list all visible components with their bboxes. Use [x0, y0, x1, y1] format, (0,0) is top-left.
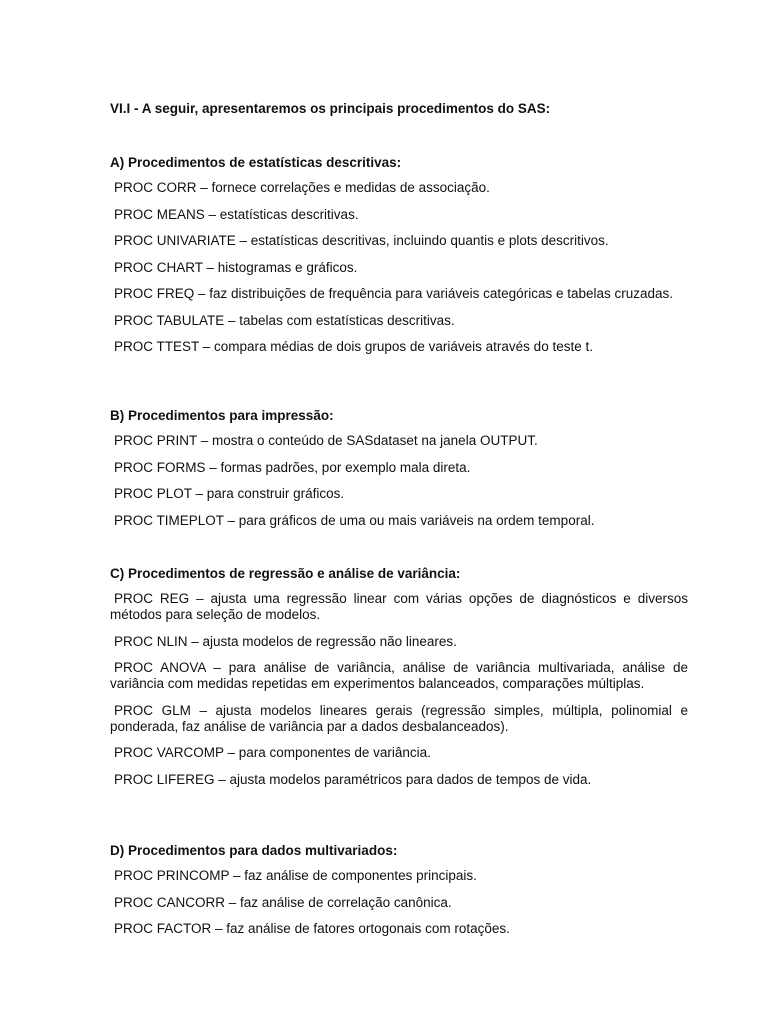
section-heading: D) Procedimentos para dados multivariados: [110, 843, 398, 858]
section-heading: C) Procedimentos de regressão e análise de variância: [110, 566, 461, 581]
list-item: PROC TABULATE – tabelas com estatísticas descritivas. [114, 312, 455, 328]
list-item: PROC NLIN – ajusta modelos de regressão não lineares. [114, 633, 457, 649]
list-item: PROC FREQ – faz distribuições de frequência para variáveis categóricas e tabelas cruzadas. [114, 286, 674, 301]
section-descriptive-statistics [110, 155, 688, 366]
list-item: PROC CANCORR – faz análise de correlação canônica. [114, 894, 452, 910]
section-printing [110, 408, 688, 539]
list-item: PROC TIMEPLOT – para gráficos de uma ou mais variáveis na ordem temporal. [114, 512, 595, 528]
list-item: PROC ANOVA – para análise de variância, análise de variância multivariada, análise de variância com medidas repetidas em experimentos balanceados, comparações múltiplas. [110, 660, 688, 691]
list-item: PROC CHART – histogramas e gráficos. [114, 259, 358, 275]
list-item: PROC VARCOMP – para componentes de variância. [114, 745, 431, 760]
list-item: PROC FACTOR – faz análise de fatores ortogonais com rotações. [114, 921, 510, 936]
section-multivariate [110, 843, 688, 948]
list-item: PROC UNIVARIATE – estatísticas descritivas, incluindo quantis e plots descritivos. [114, 233, 609, 248]
list-item: PROC CORR – fornece correlações e medidas de associação. [114, 180, 490, 195]
section-heading: A) Procedimentos de estatísticas descritivas: [110, 155, 402, 170]
list-item: PROC GLM – ajusta modelos lineares gerais (regressão simples, múltipla, polinomial e ponderada, faz análise de variância par a dados desbalanceados). [110, 702, 688, 734]
list-item: PROC PLOT – para construir gráficos. [114, 486, 345, 501]
list-item: PROC PRINT – mostra o conteúdo de SASdataset na janela OUTPUT. [114, 433, 538, 448]
list-item: PROC FORMS – formas padrões, por exemplo mala direta. [114, 459, 471, 475]
section-regression-anova [110, 566, 688, 798]
list-item: PROC PRINCOMP – faz análise de componentes principais. [114, 868, 477, 883]
section-heading: B) Procedimentos para impressão: [110, 408, 334, 423]
list-item: PROC REG – ajusta uma regressão linear com várias opções de diagnósticos e diversos métodos para seleção de modelos. [110, 591, 688, 622]
document-title: VI.I - A seguir, apresentaremos os principais procedimentos do SAS: [110, 101, 551, 116]
list-item: PROC TTEST – compara médias de dois grupos de variáveis através do teste t. [114, 339, 593, 354]
list-item: PROC LIFEREG – ajusta modelos paramétricos para dados de tempos de vida. [114, 771, 592, 787]
list-item: PROC MEANS – estatísticas descritivas. [114, 206, 359, 222]
